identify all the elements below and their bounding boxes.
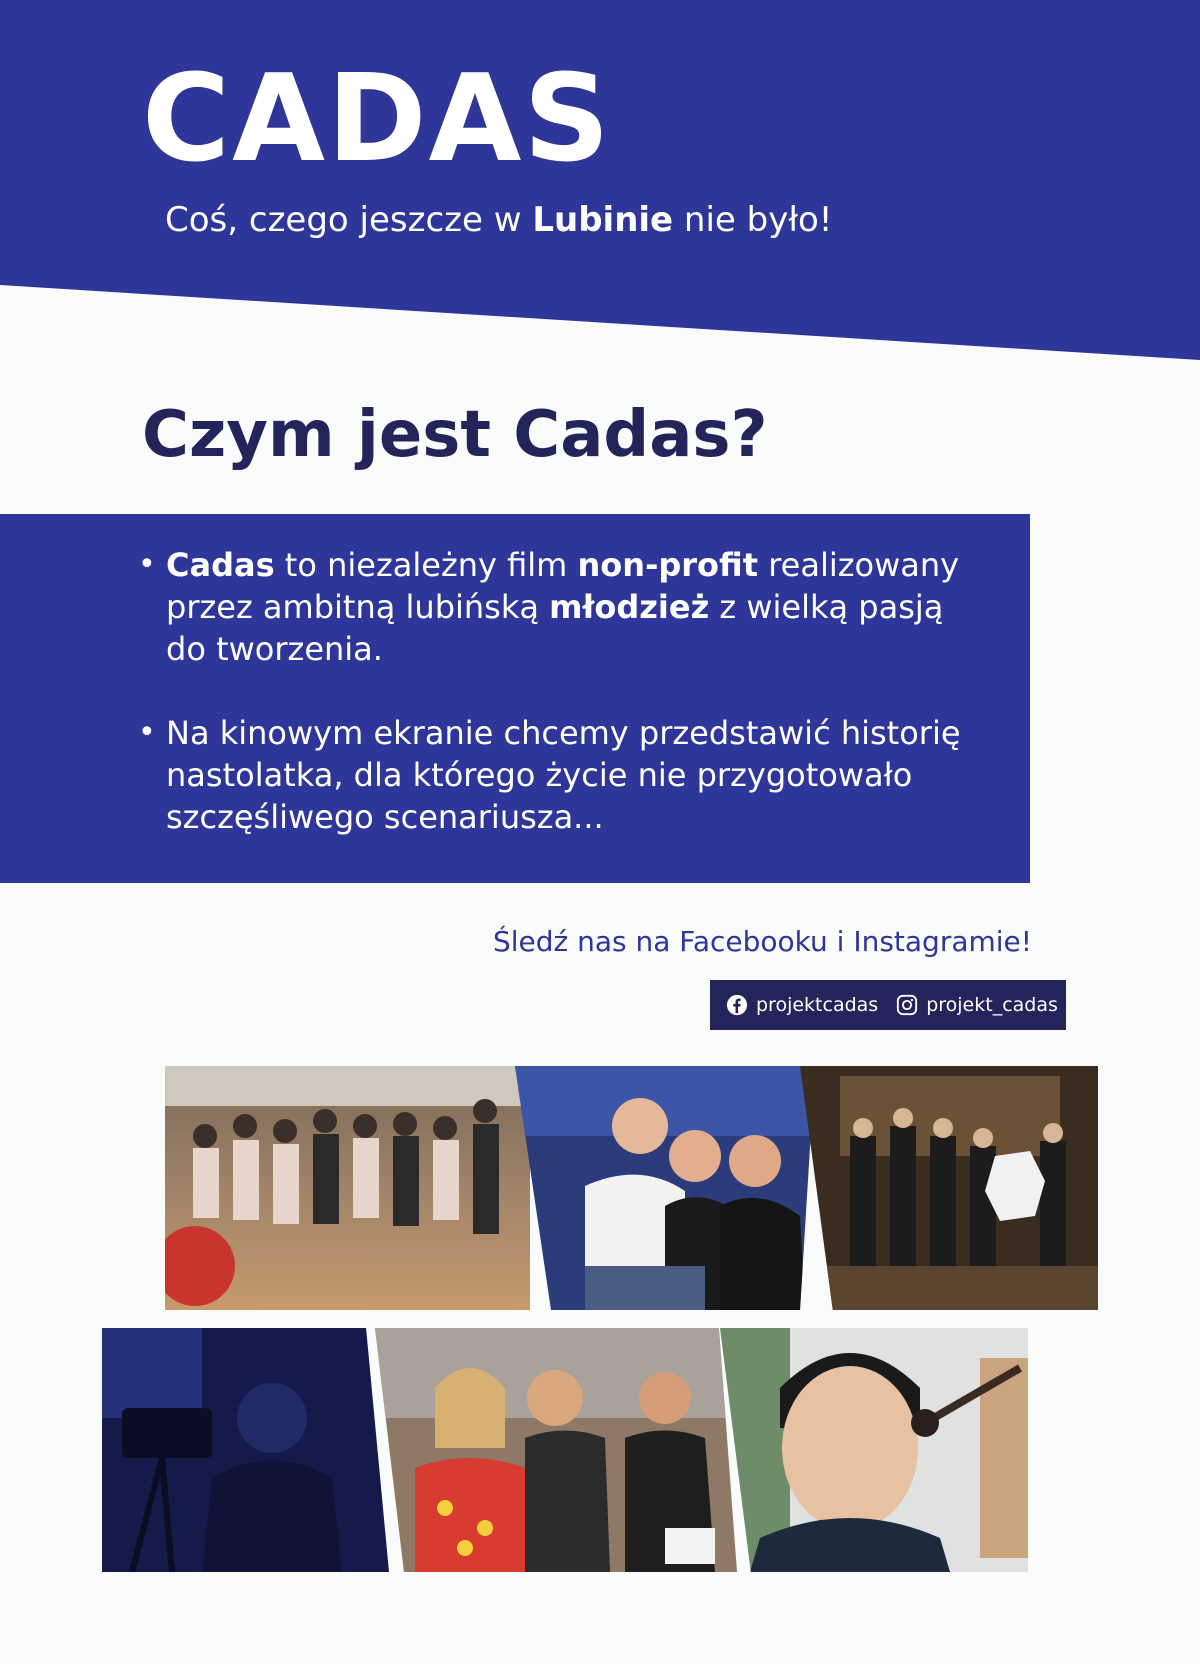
bullet-1-part: realizowany przez ambitną lubińską: [166, 546, 960, 626]
facebook-link[interactable]: [726, 994, 878, 1016]
photo-camera-operator: [102, 1328, 389, 1572]
photo-three-friends: [515, 1066, 815, 1310]
photo-makeup: [720, 1328, 1028, 1572]
photo-actors-reading: [375, 1328, 737, 1572]
bullet-1-part: z wielką pasją do tworzenia.: [166, 588, 944, 668]
bullet-1-part: Cadas: [166, 546, 275, 584]
tagline-bold: Lubinie: [532, 200, 674, 240]
photo-film-crew-night: [800, 1066, 1098, 1310]
instagram-icon: [896, 994, 918, 1016]
facebook-icon: [726, 994, 748, 1016]
bullet-2-text: Na kinowym ekranie chcemy przedstawić historię nastolatka, dla którego życie nie przygotowało szczęśliwego scenariusza...: [166, 714, 961, 836]
photo-bowling-group: [165, 1066, 530, 1310]
bullet-1-part: non-profit: [577, 546, 759, 584]
tagline-start: Coś, czego jeszcze w: [165, 200, 533, 240]
follow-text: Śledź nas na Facebooku i Instagramie!: [492, 925, 1032, 958]
social-bar: [710, 980, 1066, 1030]
bullet-1-part: młodzież: [549, 588, 710, 626]
bullet-dot: •: [138, 715, 156, 750]
bullet-dot: •: [138, 547, 156, 582]
info-box: [0, 514, 1030, 883]
brand-title: CADAS: [142, 50, 612, 189]
tagline: [165, 200, 832, 241]
section-title: Czym jest Cadas?: [142, 398, 768, 472]
bullet-1: [138, 544, 970, 670]
facebook-handle: projektcadas: [756, 994, 879, 1016]
instagram-handle: projekt_cadas: [926, 994, 1058, 1016]
instagram-link[interactable]: [896, 994, 1058, 1016]
bullet-1-part: to niezależny film: [274, 546, 578, 584]
tagline-end: nie było!: [673, 200, 833, 240]
bullet-2: [138, 712, 970, 838]
